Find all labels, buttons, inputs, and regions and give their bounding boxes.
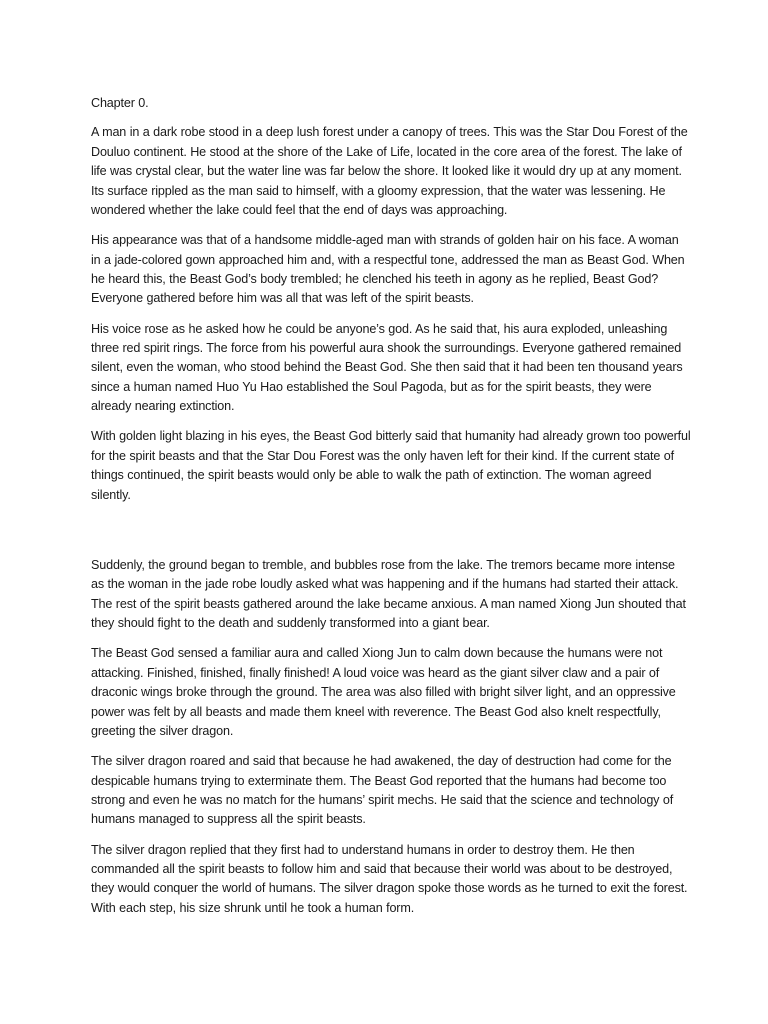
document-body	[91, 94, 691, 929]
paragraph: The Beast God sensed a familiar aura and called Xiong Jun to calm down because the humans were not attacking. Finished, finished, finally finished! A loud voice was heard as the giant silver claw and a pair of draconic wings broke through the ground. The area was also filled with bright silver light, and an oppressive power was felt by all beasts and made them kneel with reverence. The Beast God also knelt respectfully, greeting the silver dragon.	[91, 646, 676, 738]
chapter-title: Chapter 0.	[91, 96, 149, 110]
paragraph: The silver dragon roared and said that because he had awakened, the day of destruction had come for the despicable humans trying to exterminate them. The Beast God reported that the humans had become too strong and even he was no match for the humans’ spirit mechs. He said that the science and technology of humans managed to suppress all the spirit beasts.	[91, 754, 674, 827]
paragraph: A man in a dark robe stood in a deep lush forest under a canopy of trees. This was the Star Dou Forest of the Douluo continent. He stood at the shore of the Lake of Life, located in the core area of the forest. The lake of life was crystal clear, but the water line was far below the shore. It looked like it would dry up at any moment. Its surface rippled as the man said to himself, with a gloomy expression, that the water was lessening. He wondered whether the lake could feel that the end of days was approaching.	[91, 125, 688, 218]
section-gap	[91, 516, 691, 556]
paragraph: With golden light blazing in his eyes, the Beast God bitterly said that humanity had already grown too powerful for the spirit beasts and that the Star Dou Forest was the only haven left for their kind. If the current state of things continued, the spirit beasts would only be able to walk the path of extinction. The woman agreed silently.	[91, 429, 691, 502]
paragraph: Suddenly, the ground began to tremble, and bubbles rose from the lake. The tremors became more intense as the woman in the jade robe loudly asked what was happening and if the humans had started their attack. The rest of the spirit beasts gathered around the lake became anxious. A man named Xiong Jun shouted that they should fight to the death and suddenly transformed into a giant bear.	[91, 557, 686, 631]
paragraph: His voice rose as he asked how he could be anyone’s god. As he said that, his aura exploded, unleashing three red spirit rings. The force from his powerful aura shook the surroundings. Everyone gathered remained silent, even the woman, who stood behind the Beast God. She then said that it had been ten thousand years since a human named Huo Yu Hao established the Soul Pagoda, but as for the spirit beasts, they were already nearing extinction.	[91, 321, 683, 414]
paragraph: The silver dragon replied that they first had to understand humans in order to destroy them. He then commanded all the spirit beasts to follow him and said that because their world was about to be destroyed, they would conquer the world of humans. The silver dragon spoke those words as he turned to exit the forest. With each step, his size shrunk until he took a human form.	[91, 842, 688, 915]
paragraph: His appearance was that of a handsome middle-aged man with strands of golden hair on his face. A woman in a jade-colored gown approached him and, with a respectful tone, addressed the man as Beast God. When he heard this, the Beast God’s body trembled; he clenched his teeth in agony as he replied, Beast God? Everyone gathered before him was all that was left of the spirit beasts.	[91, 233, 685, 306]
